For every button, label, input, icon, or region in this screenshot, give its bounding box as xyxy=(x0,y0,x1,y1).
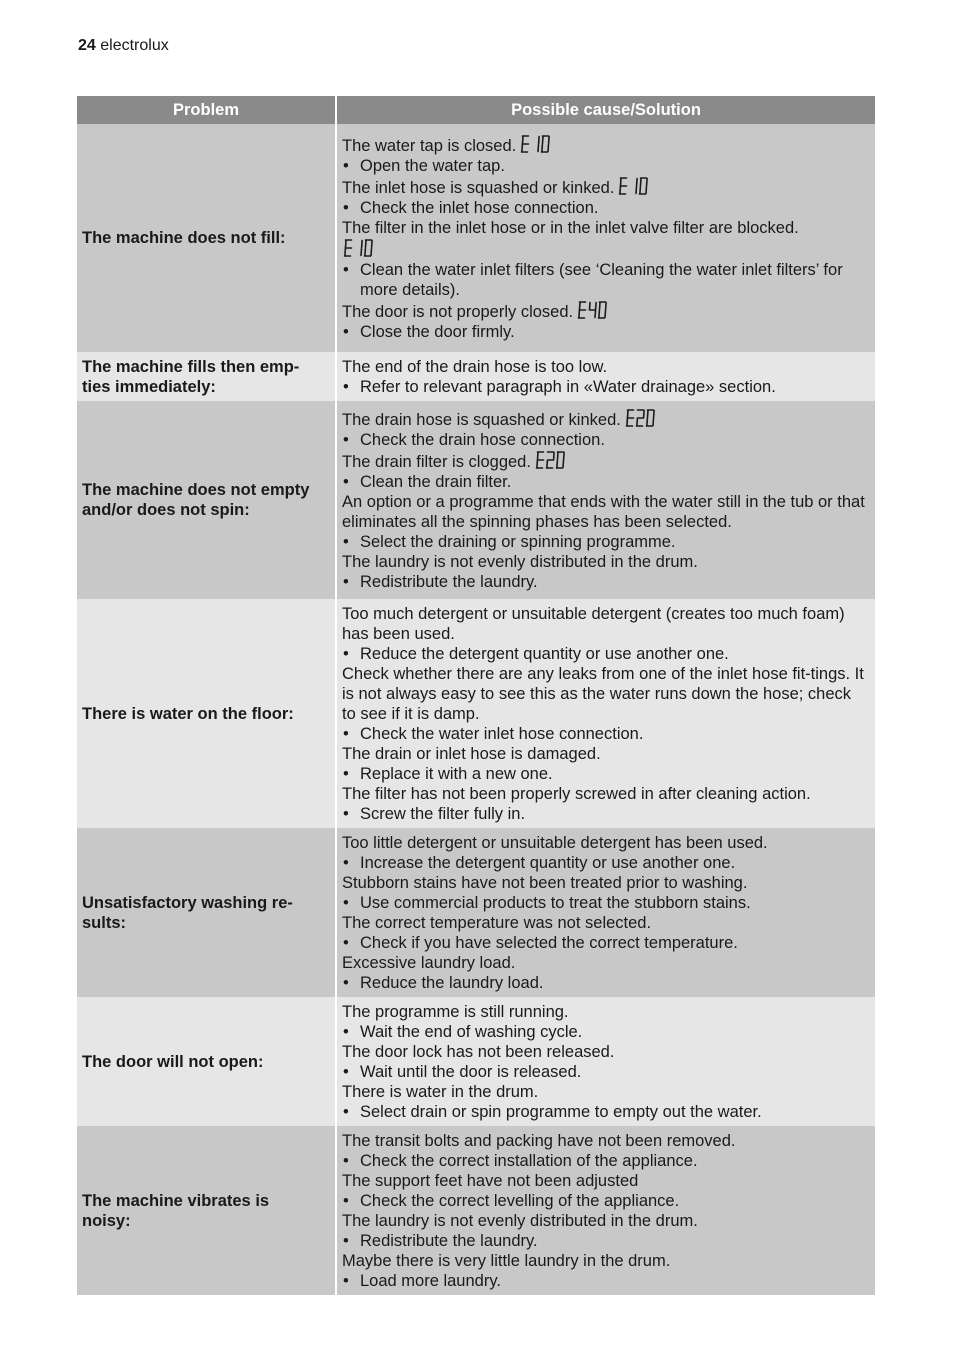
cause-text-content: Too little detergent or unsuitable detergent has been used. xyxy=(342,833,768,852)
table-header-row xyxy=(77,96,875,124)
solution-step xyxy=(342,377,869,397)
problem-cell: The door will not open: xyxy=(77,997,336,1126)
solution-step-text: Check the correct installation of the appliance. xyxy=(360,1151,698,1170)
cause-text-content: The programme is still running. xyxy=(342,1002,569,1021)
solution-step-text: Clean the water inlet filters (see ‘Cleaning the water inlet filters’ for more details). xyxy=(360,261,843,299)
problem-cell: The machine does not empty and/or does not spin: xyxy=(77,401,336,599)
bullet-icon: • xyxy=(343,1271,349,1290)
solution-step-text: Close the door firmly. xyxy=(360,323,515,341)
solution-step-text: Open the water tap. xyxy=(360,157,505,175)
solution-step xyxy=(342,1271,869,1291)
bullet-icon: • xyxy=(343,533,349,551)
solution-cell xyxy=(336,828,875,997)
cause-text-content: Excessive laundry load. xyxy=(342,953,516,972)
cause-text xyxy=(342,873,869,893)
bullet-icon: • xyxy=(343,644,349,663)
solution-step xyxy=(342,764,869,784)
error-code-icon xyxy=(576,300,608,321)
cause-text xyxy=(342,744,869,764)
solution-step-text: Reduce the detergent quantity or use another one. xyxy=(360,644,729,663)
solution-step xyxy=(342,260,869,300)
solution-step-text: Check the correct levelling of the appliance. xyxy=(360,1191,680,1210)
solution-step-text: Refer to relevant paragraph in «Water drainage» section. xyxy=(360,377,776,396)
cause-text xyxy=(342,1002,869,1022)
bullet-icon: • xyxy=(343,199,349,217)
solution-step xyxy=(342,1022,869,1042)
solution-step-text: Wait the end of washing cycle. xyxy=(360,1022,583,1041)
cause-text xyxy=(342,664,869,724)
cause-text xyxy=(342,492,869,532)
bullet-icon: • xyxy=(343,1151,349,1170)
page-number: 24 xyxy=(78,37,96,54)
bullet-icon: • xyxy=(343,473,349,491)
bullet-icon: • xyxy=(343,853,349,872)
cause-text-content: The door is not properly closed. xyxy=(342,303,574,321)
solution-step xyxy=(342,933,869,953)
problem-cell: Unsatisfactory washing re-sults: xyxy=(77,828,336,997)
cause-text xyxy=(342,604,869,644)
solution-step-text: Check if you have selected the correct temperature. xyxy=(360,933,738,952)
solution-step xyxy=(342,644,869,664)
cause-text-content: The drain hose is squashed or kinked. xyxy=(342,411,621,429)
solution-step-text: Use commercial products to treat the stubborn stains. xyxy=(360,893,751,912)
cause-text-content: There is water in the drum. xyxy=(342,1082,539,1101)
solution-step xyxy=(342,572,869,592)
solution-step-text: Select the draining or spinning programme. xyxy=(360,533,676,551)
cause-text xyxy=(342,552,869,572)
bullet-icon: • xyxy=(343,804,349,823)
solution-step xyxy=(342,198,869,218)
solution-step xyxy=(342,853,869,873)
solution-step-text: Redistribute the laundry. xyxy=(360,573,538,591)
cause-text-content: The transit bolts and packing have not been removed. xyxy=(342,1131,736,1150)
cause-text xyxy=(342,176,869,198)
cause-text-content: The filter has not been properly screwed in after cleaning action. xyxy=(342,784,811,803)
problem-cell: The machine vibrates is noisy: xyxy=(77,1126,336,1295)
bullet-icon: • xyxy=(343,1062,349,1081)
cause-text-content: Check whether there are any leaks from one of the inlet hose fit-tings. It is not always easy to see this as the water runs down the hose; check to see if it is damp. xyxy=(342,664,864,723)
error-code-icon xyxy=(519,134,551,155)
error-code-icon xyxy=(617,176,649,197)
solution-step xyxy=(342,973,869,993)
cause-text xyxy=(342,784,869,804)
solution-step-text: Select drain or spin programme to empty out the water. xyxy=(360,1102,762,1121)
header-solution: Possible cause/Solution xyxy=(336,96,875,124)
solution-step-text: Check the drain hose connection. xyxy=(360,431,605,449)
cause-text-content: The water tap is closed. xyxy=(342,137,517,155)
cause-text xyxy=(342,1171,869,1191)
cause-text xyxy=(342,134,869,156)
table-row xyxy=(77,828,875,997)
cause-text-content: The correct temperature was not selected. xyxy=(342,913,652,932)
cause-text xyxy=(342,218,869,238)
bullet-icon: • xyxy=(343,724,349,743)
solution-step xyxy=(342,804,869,824)
bullet-icon: • xyxy=(343,764,349,783)
problem-cell: The machine does not fill: xyxy=(77,124,336,352)
table-row xyxy=(77,1126,875,1295)
cause-text-content: Too much detergent or unsuitable detergent (creates too much foam) has been used. xyxy=(342,604,845,643)
cause-text xyxy=(342,913,869,933)
cause-text xyxy=(342,408,869,430)
solution-step xyxy=(342,1151,869,1171)
solution-cell xyxy=(336,352,875,401)
solution-step xyxy=(342,1062,869,1082)
cause-text-content: The laundry is not evenly distributed in the drum. xyxy=(342,553,698,571)
solution-step xyxy=(342,472,869,492)
solution-cell xyxy=(336,401,875,599)
bullet-icon: • xyxy=(343,1191,349,1210)
error-code-icon xyxy=(342,238,374,259)
cause-text-content: The drain filter is clogged. xyxy=(342,453,531,471)
cause-text-content: The filter in the inlet hose or in the inlet valve filter are blocked. xyxy=(342,219,799,237)
bullet-icon: • xyxy=(343,1022,349,1041)
solution-cell xyxy=(336,599,875,828)
bullet-icon: • xyxy=(343,893,349,912)
solution-step-text: Increase the detergent quantity or use another one. xyxy=(360,853,736,872)
cause-text xyxy=(342,300,869,322)
bullet-icon: • xyxy=(343,157,349,175)
header-problem: Problem xyxy=(77,96,336,124)
cause-text xyxy=(342,953,869,973)
solution-step-text: Screw the filter fully in. xyxy=(360,804,526,823)
cause-text-content: Maybe there is very little laundry in the drum. xyxy=(342,1251,671,1270)
solution-step-text: Reduce the laundry load. xyxy=(360,973,544,992)
error-code-icon xyxy=(534,450,566,471)
cause-text xyxy=(342,1251,869,1271)
solution-step-text: Load more laundry. xyxy=(360,1271,501,1290)
solution-step xyxy=(342,322,869,342)
solution-step xyxy=(342,430,869,450)
solution-step xyxy=(342,156,869,176)
solution-step-text: Clean the drain filter. xyxy=(360,473,512,491)
cause-text-content: The laundry is not evenly distributed in the drum. xyxy=(342,1211,698,1230)
cause-text-content: Stubborn stains have not been treated prior to washing. xyxy=(342,873,748,892)
solution-cell xyxy=(336,1126,875,1295)
solution-step-text: Replace it with a new one. xyxy=(360,764,553,783)
cause-text-content: The drain or inlet hose is damaged. xyxy=(342,744,601,763)
table-row xyxy=(77,401,875,599)
table-row xyxy=(77,997,875,1126)
solution-step-text: Check the water inlet hose connection. xyxy=(360,724,644,743)
solution-step xyxy=(342,893,869,913)
cause-text-content: The end of the drain hose is too low. xyxy=(342,357,608,376)
error-code-icon xyxy=(624,408,656,429)
cause-text-content: The inlet hose is squashed or kinked. xyxy=(342,179,615,197)
cause-text-content: The support feet have not been adjusted xyxy=(342,1171,639,1190)
bullet-icon: • xyxy=(343,377,349,396)
cause-text xyxy=(342,357,869,377)
cause-text xyxy=(342,1131,869,1151)
brand-name: electrolux xyxy=(100,37,169,54)
solution-step xyxy=(342,724,869,744)
table-row xyxy=(77,599,875,828)
problem-cell: The machine fills then emp-ties immediately: xyxy=(77,352,336,401)
solution-step xyxy=(342,1231,869,1251)
cause-text-content: The door lock has not been released. xyxy=(342,1042,615,1061)
bullet-icon: • xyxy=(343,573,349,591)
solution-cell xyxy=(336,997,875,1126)
bullet-icon: • xyxy=(343,933,349,952)
solution-step xyxy=(342,1102,869,1122)
problem-cell: There is water on the floor: xyxy=(77,599,336,828)
troubleshooting-table xyxy=(77,96,875,1295)
cause-text xyxy=(342,450,869,472)
solution-step xyxy=(342,1191,869,1211)
cause-text xyxy=(342,1211,869,1231)
cause-text xyxy=(342,833,869,853)
table-row xyxy=(77,124,875,352)
bullet-icon: • xyxy=(343,973,349,992)
solution-step-text: Redistribute the laundry. xyxy=(360,1231,538,1250)
table-row xyxy=(77,352,875,401)
bullet-icon: • xyxy=(343,1102,349,1121)
bullet-icon: • xyxy=(343,431,349,449)
bullet-icon: • xyxy=(343,323,349,341)
solution-step xyxy=(342,532,869,552)
solution-cell xyxy=(336,124,875,352)
cause-text xyxy=(342,1042,869,1062)
cause-text xyxy=(342,1082,869,1102)
bullet-icon: • xyxy=(343,1231,349,1250)
error-code-line xyxy=(342,238,869,260)
solution-step-text: Wait until the door is released. xyxy=(360,1062,582,1081)
bullet-icon: • xyxy=(343,261,349,279)
solution-step-text: Check the inlet hose connection. xyxy=(360,199,599,217)
cause-text-content: An option or a programme that ends with the water still in the tub or that eliminates all the spinning phases has been selected. xyxy=(342,493,865,531)
page-header xyxy=(78,37,169,55)
